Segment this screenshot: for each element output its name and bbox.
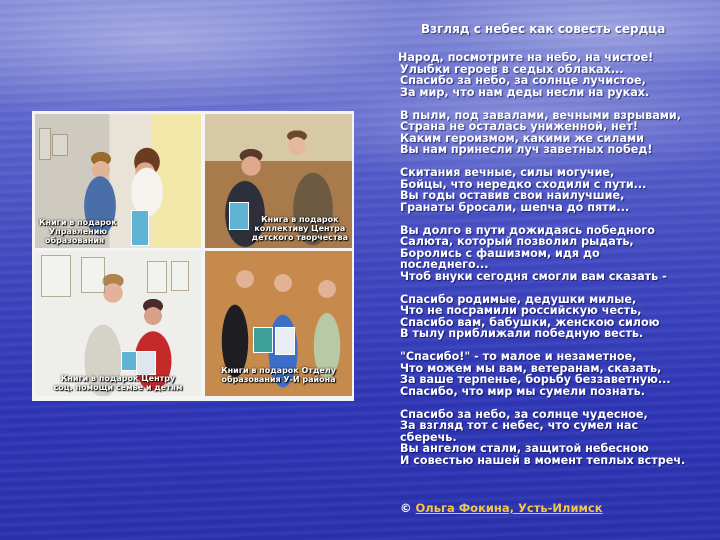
wall-certificate: [41, 255, 71, 297]
poem-line: В пыли, под завалами, вечными взрывами,: [400, 108, 681, 122]
poem-line: В тылу приближали победную весть.: [400, 327, 644, 340]
wall-frame: [39, 128, 51, 160]
author-credit: [400, 501, 603, 515]
photo-caption: Книги в подарок Центру соц. помощи семье и детям: [53, 374, 183, 392]
poem-line: Чтоб внуки сегодня смогли вам сказать -: [400, 269, 667, 283]
poem-line: Страна не осталась униженной, нет!: [400, 120, 638, 133]
poem-stanza: [398, 167, 708, 213]
author-link[interactable]: Ольга Фокина, Усть-Илимск: [415, 501, 603, 515]
poem-stanza: [398, 351, 708, 397]
book-in-hands: [136, 351, 156, 375]
book-in-hands: [253, 327, 273, 353]
wall-certificate: [171, 261, 189, 291]
poem-line: Вы ангелом стали, защитой небесною: [400, 442, 649, 455]
poem-line: За ваше терпенье, борьбу беззаветную...: [400, 373, 671, 386]
poem-stanza: [398, 409, 708, 467]
poem-line: Гранаты бросали, шепча до пяти...: [400, 200, 630, 214]
photo-caption: Книги в подарок Управлению образования: [39, 218, 117, 245]
copyright-icon: ©: [400, 501, 412, 515]
poem-line: Спасибо за небо, за солнце лучистое,: [400, 74, 646, 87]
wall-certificate: [147, 261, 167, 293]
poem-line: Салюта, который позволил рыдать,: [400, 235, 634, 248]
poem-line: Спасибо вам, бабушки, женскою силою: [400, 315, 660, 329]
book-in-hands: [121, 351, 137, 371]
photo-education-department: [35, 114, 201, 248]
book-in-hands: [275, 327, 295, 355]
poem-line: Вы нам принесли луч заветных побед!: [400, 143, 653, 156]
wall-certificate: [81, 257, 105, 293]
poem-line: Улыбки героев в седых облаках...: [400, 62, 624, 76]
poem-line: "Спасибо!" - то малое и незаметное,: [400, 350, 637, 363]
poem-title: Взгляд с небес как совесть сердца: [421, 22, 666, 36]
poem-body: [398, 52, 708, 478]
poem-line: Спасибо, что мир мы сумели познать.: [400, 384, 645, 398]
wall-frame: [52, 134, 68, 156]
book-in-hands: [131, 210, 149, 246]
book-in-hands: [229, 202, 249, 230]
poem-line: Вы долго в пути дожидаясь победного: [400, 223, 655, 237]
photo-social-aid-center: [35, 251, 201, 396]
poem-line: И совестью нашей в момент теплых встреч.: [400, 453, 686, 467]
poem-line: Боролись с фашизмом, идя до последнего...: [400, 246, 600, 271]
poem-line: Спасибо родимые, дедушки милые,: [400, 292, 637, 306]
photo-collage: [32, 111, 354, 401]
photo-childrens-creativity-center: [205, 114, 352, 248]
poem-line: Бойцы, что нередко сходили с пути...: [400, 177, 647, 191]
poem-line: За мир, что нам деды несли на руках.: [400, 85, 650, 99]
poem-stanza: [398, 225, 708, 283]
photo-district-education-department: [205, 251, 352, 396]
poem-line: Народ, посмотрите на небо, на чистое!: [398, 51, 654, 64]
poem-line: Вы годы оставив свои наилучшие,: [400, 189, 625, 202]
poem-stanza: [398, 294, 708, 340]
poem-line: Что можем мы вам, ветеранам, сказать,: [400, 361, 662, 375]
photo-caption: Книги в подарок Отделу образования У-И района: [221, 366, 336, 384]
poem-stanza: [398, 52, 708, 98]
poem-line: Что не посрамили российскую честь,: [400, 304, 642, 317]
poem-line: За взгляд тот с небес, что сумел нас сберечь.: [400, 419, 639, 444]
poem-line: Скитания вечные, силы могучие,: [400, 166, 615, 179]
photo-caption: Книга в подарок коллективу Центра детского творчества: [251, 215, 348, 242]
poem-line: Каким героизмом, какими же силами: [400, 131, 645, 145]
poem-stanza: [398, 110, 708, 156]
poem-line: Спасибо за небо, за солнце чудесное,: [400, 407, 648, 421]
